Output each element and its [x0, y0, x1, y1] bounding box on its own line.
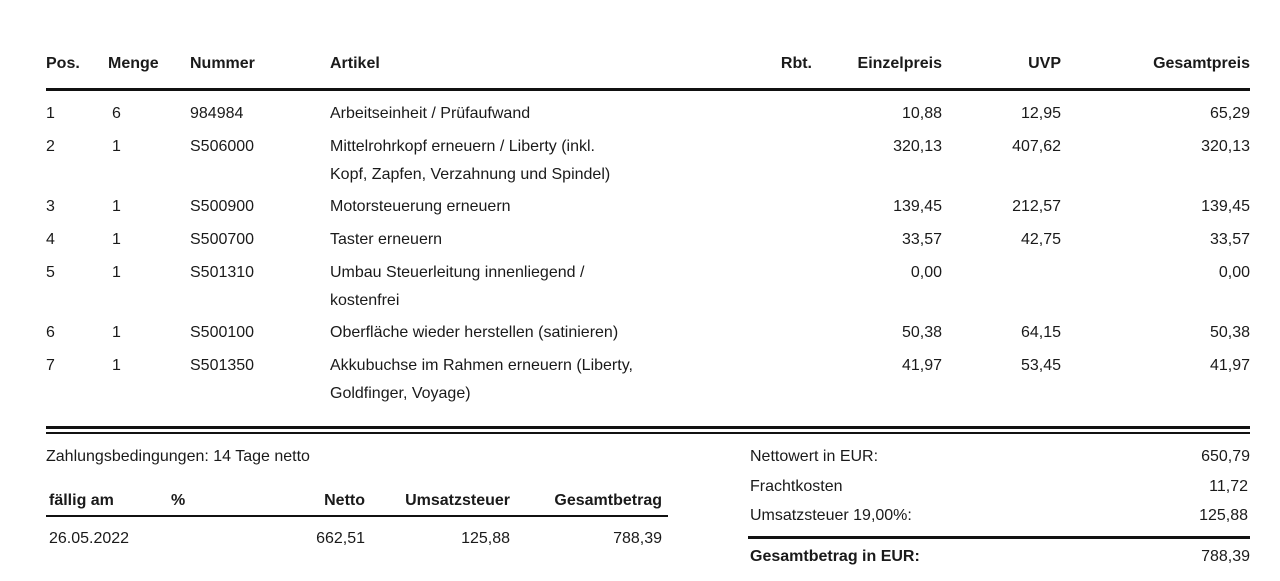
row-uvp: 64,15 [1020, 324, 1061, 341]
row-artikel: Arbeitseinheit / Prüfaufwand [330, 105, 531, 122]
row-artikel-cont: kostenfrei [330, 292, 400, 309]
row-einzelpreis: 33,57 [901, 231, 942, 248]
row-gesamtpreis: 0,00 [1218, 264, 1250, 281]
row-gesamtpreis: 139,45 [1201, 198, 1250, 215]
row-artikel-cont: Kopf, Zapfen, Verzahnung und Spindel) [330, 166, 611, 183]
row-uvp: 53,45 [1020, 357, 1061, 374]
row-gesamtpreis: 320,13 [1201, 138, 1250, 155]
row-einzelpreis: 10,88 [901, 105, 942, 122]
col-header-uvp: UVP [1028, 55, 1061, 72]
row-uvp: 212,57 [1012, 198, 1061, 215]
row-menge: 1 [112, 324, 121, 341]
totals-netto-label: Nettowert in EUR: [750, 448, 879, 465]
row-gesamtpreis: 33,57 [1209, 231, 1250, 248]
row-nummer: 984984 [190, 105, 244, 122]
col-header-menge: Menge [108, 55, 159, 72]
row-nummer: S500100 [190, 324, 255, 341]
row-artikel: Mittelrohrkopf erneuern / Liberty (inkl. [330, 138, 595, 155]
payment-netto: 662,51 [316, 530, 365, 547]
row-artikel: Akkubuchse im Rahmen erneuern (Liberty, [330, 357, 633, 374]
row-einzelpreis: 50,38 [901, 324, 942, 341]
row-gesamtpreis: 65,29 [1209, 105, 1250, 122]
col-header-artikel: Artikel [330, 55, 380, 72]
totals-gesamt-label: Gesamtbetrag in EUR: [750, 548, 920, 565]
totals-fracht-value: 11,72 [1209, 478, 1248, 495]
payment-faellig-date: 26.05.2022 [49, 530, 130, 547]
totals-fracht-label: Frachtkosten [750, 478, 843, 495]
row-nummer: S506000 [190, 138, 255, 155]
row-menge: 1 [112, 357, 121, 374]
table-end-divider-second [46, 432, 1250, 434]
header-divider [46, 88, 1250, 91]
row-pos: 1 [46, 105, 55, 122]
col-header-rbt: Rbt. [780, 55, 812, 72]
row-menge: 1 [112, 264, 121, 281]
row-gesamtpreis: 41,97 [1209, 357, 1250, 374]
col-header-gesamtpreis: Gesamtpreis [1153, 55, 1250, 72]
row-uvp: 12,95 [1020, 105, 1061, 122]
col-header-einzelpreis: Einzelpreis [857, 55, 942, 72]
row-einzelpreis: 139,45 [893, 198, 942, 215]
col-header-nummer: Nummer [190, 55, 255, 72]
row-einzelpreis: 320,13 [893, 138, 942, 155]
row-uvp: 407,62 [1012, 138, 1061, 155]
row-menge: 6 [112, 105, 121, 122]
payment-header-netto: Netto [324, 492, 365, 509]
row-artikel: Umbau Steuerleitung innenliegend / [330, 264, 585, 281]
row-menge: 1 [112, 138, 121, 155]
row-einzelpreis: 0,00 [910, 264, 942, 281]
totals-ust-value: 125,88 [1199, 507, 1248, 524]
totals-netto-value: 650,79 [1201, 448, 1250, 465]
row-nummer: S500900 [190, 198, 255, 215]
row-einzelpreis: 41,97 [901, 357, 942, 374]
row-artikel: Motorsteuerung erneuern [330, 198, 511, 215]
row-nummer: S501350 [190, 357, 255, 374]
payment-header-divider [46, 515, 668, 517]
row-pos: 3 [46, 198, 55, 215]
row-pos: 2 [46, 138, 55, 155]
row-pos: 4 [46, 231, 55, 248]
row-artikel: Oberfläche wieder herstellen (satinieren) [330, 324, 619, 341]
row-artikel: Taster erneuern [330, 231, 443, 248]
payment-header-gesamt: Gesamtbetrag [554, 492, 662, 509]
col-header-pos: Pos. [46, 55, 80, 72]
totals-ust-label: Umsatzsteuer 19,00%: [750, 507, 912, 524]
totals-divider [748, 536, 1250, 539]
row-pos: 7 [46, 357, 55, 374]
row-nummer: S500700 [190, 231, 255, 248]
row-pos: 5 [46, 264, 55, 281]
payment-terms: Zahlungsbedingungen: 14 Tage netto [46, 448, 310, 465]
payment-gesamt: 788,39 [613, 530, 662, 547]
payment-ust: 125,88 [461, 530, 510, 547]
table-end-divider [46, 426, 1250, 429]
row-artikel-cont: Goldfinger, Voyage) [330, 385, 471, 402]
row-gesamtpreis: 50,38 [1209, 324, 1250, 341]
totals-gesamt-value: 788,39 [1201, 548, 1250, 565]
payment-header-faellig: fällig am [49, 492, 114, 509]
row-pos: 6 [46, 324, 55, 341]
payment-header-percent: % [171, 492, 186, 509]
row-menge: 1 [112, 198, 121, 215]
row-uvp: 42,75 [1020, 231, 1061, 248]
row-nummer: S501310 [190, 264, 255, 281]
payment-header-ust: Umsatzsteuer [405, 492, 510, 509]
row-menge: 1 [112, 231, 121, 248]
